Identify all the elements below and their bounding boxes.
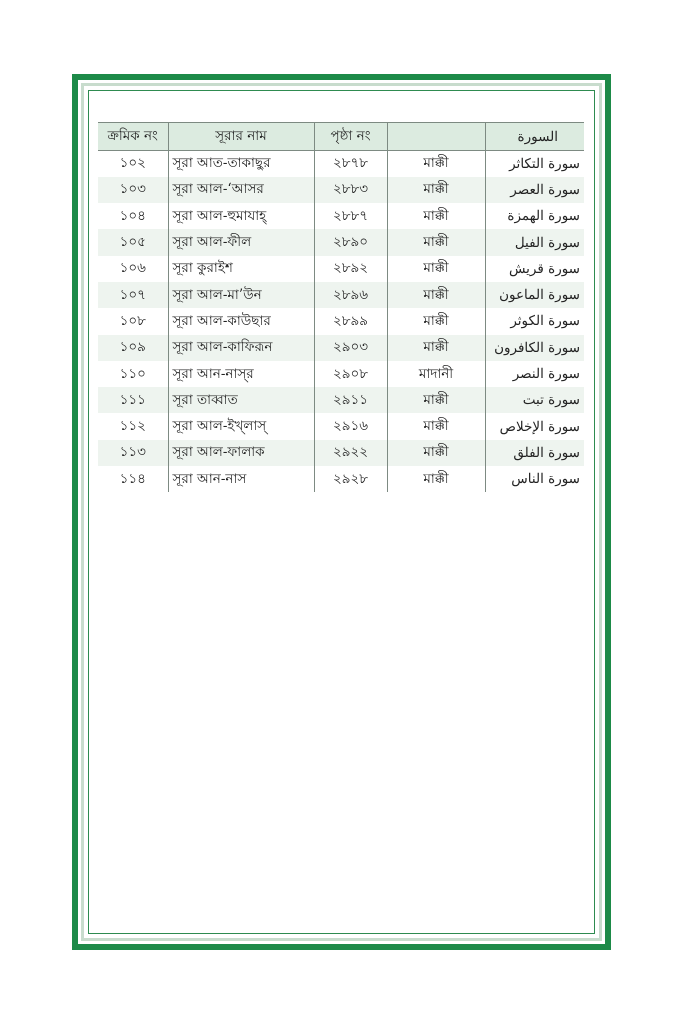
- serial-cell: ১০৪: [98, 203, 168, 229]
- page-no-cell: ২৮৮৭: [314, 203, 387, 229]
- header-arabic: السورة: [485, 123, 584, 151]
- page-no-cell: ২৯০৮: [314, 361, 387, 387]
- table-row: [98, 440, 584, 466]
- arabic-name-cell: سورة الإخلاص: [485, 413, 584, 439]
- table-row: [98, 151, 584, 177]
- page-no-cell: ২৯১১: [314, 387, 387, 413]
- surah-name-cell: সূরা আল-ফীল: [168, 229, 314, 255]
- revelation-type-cell: মাক্কী: [387, 466, 485, 492]
- serial-cell: ১১২: [98, 413, 168, 439]
- surah-name-cell: সূরা আল-হুমাযাহ্: [168, 203, 314, 229]
- table-row: [98, 282, 584, 308]
- serial-cell: ১০৮: [98, 308, 168, 334]
- surah-name-cell: সূরা আত-তাকাছুর: [168, 151, 314, 177]
- table-row: [98, 203, 584, 229]
- serial-cell: ১০৯: [98, 335, 168, 361]
- arabic-name-cell: سورة الفلق: [485, 440, 584, 466]
- revelation-type-cell: মাদানী: [387, 361, 485, 387]
- page-no-cell: ২৯২২: [314, 440, 387, 466]
- revelation-type-cell: মাক্কী: [387, 440, 485, 466]
- table-row: [98, 335, 584, 361]
- arabic-name-cell: سورة تبت: [485, 387, 584, 413]
- revelation-type-cell: মাক্কী: [387, 203, 485, 229]
- table-row: [98, 229, 584, 255]
- serial-cell: ১০৫: [98, 229, 168, 255]
- table-row: [98, 256, 584, 282]
- arabic-name-cell: سورة قريش: [485, 256, 584, 282]
- header-surah-name: সূরার নাম: [168, 123, 314, 151]
- revelation-type-cell: মাক্কী: [387, 308, 485, 334]
- revelation-type-cell: মাক্কী: [387, 387, 485, 413]
- arabic-name-cell: سورة الهمزة: [485, 203, 584, 229]
- surah-name-cell: সূরা আল-মা’উন: [168, 282, 314, 308]
- surah-index-table: [98, 122, 584, 492]
- page-no-cell: ২৮৭৮: [314, 151, 387, 177]
- table-header-row: [98, 123, 584, 151]
- page-no-cell: ২৮৮৩: [314, 177, 387, 203]
- arabic-name-cell: سورة النصر: [485, 361, 584, 387]
- surah-name-cell: সূরা আল-ইখ্‌লাস্: [168, 413, 314, 439]
- page-no-cell: ২৮৯০: [314, 229, 387, 255]
- serial-cell: ১০৭: [98, 282, 168, 308]
- surah-index-table-area: [98, 122, 584, 492]
- arabic-name-cell: سورة الفيل: [485, 229, 584, 255]
- revelation-type-cell: মাক্কী: [387, 282, 485, 308]
- surah-name-cell: সূরা আল-কাফিরূন: [168, 335, 314, 361]
- revelation-type-cell: মাক্কী: [387, 151, 485, 177]
- arabic-name-cell: سورة الكوثر: [485, 308, 584, 334]
- revelation-type-cell: মাক্কী: [387, 335, 485, 361]
- page-no-cell: ২৮৯৯: [314, 308, 387, 334]
- revelation-type-cell: মাক্কী: [387, 413, 485, 439]
- surah-name-cell: সূরা আন-নাস্‌র: [168, 361, 314, 387]
- serial-cell: ১১৪: [98, 466, 168, 492]
- surah-name-cell: সূরা আল-কাউছার: [168, 308, 314, 334]
- arabic-name-cell: سورة الكافرون: [485, 335, 584, 361]
- serial-cell: ১০৩: [98, 177, 168, 203]
- arabic-name-cell: سورة الماعون: [485, 282, 584, 308]
- revelation-type-cell: মাক্কী: [387, 256, 485, 282]
- table-row: [98, 413, 584, 439]
- page-no-cell: ২৯২৮: [314, 466, 387, 492]
- surah-name-cell: সূরা কুরাইশ: [168, 256, 314, 282]
- serial-cell: ১১৩: [98, 440, 168, 466]
- page-no-cell: ২৯০৩: [314, 335, 387, 361]
- surah-name-cell: সূরা তাব্বাত: [168, 387, 314, 413]
- serial-cell: ১১০: [98, 361, 168, 387]
- header-serial: ক্রমিক নং: [98, 123, 168, 151]
- serial-cell: ১০২: [98, 151, 168, 177]
- table-row: [98, 361, 584, 387]
- surah-name-cell: সূরা আল-ফালাক: [168, 440, 314, 466]
- table-row: [98, 177, 584, 203]
- surah-name-cell: সূরা আল-‘আসর: [168, 177, 314, 203]
- page-no-cell: ২৯১৬: [314, 413, 387, 439]
- arabic-name-cell: سورة العصر: [485, 177, 584, 203]
- arabic-name-cell: سورة التكاثر: [485, 151, 584, 177]
- table-row: [98, 466, 584, 492]
- page-no-cell: ২৮৯৬: [314, 282, 387, 308]
- header-type: [387, 123, 485, 151]
- arabic-name-cell: سورة الناس: [485, 466, 584, 492]
- serial-cell: ১১১: [98, 387, 168, 413]
- table-body: [98, 151, 584, 493]
- surah-name-cell: সূরা আন-নাস: [168, 466, 314, 492]
- table-row: [98, 387, 584, 413]
- header-page-no: পৃষ্ঠা নং: [314, 123, 387, 151]
- table-row: [98, 308, 584, 334]
- revelation-type-cell: মাক্কী: [387, 177, 485, 203]
- revelation-type-cell: মাক্কী: [387, 229, 485, 255]
- page-no-cell: ২৮৯২: [314, 256, 387, 282]
- serial-cell: ১০৬: [98, 256, 168, 282]
